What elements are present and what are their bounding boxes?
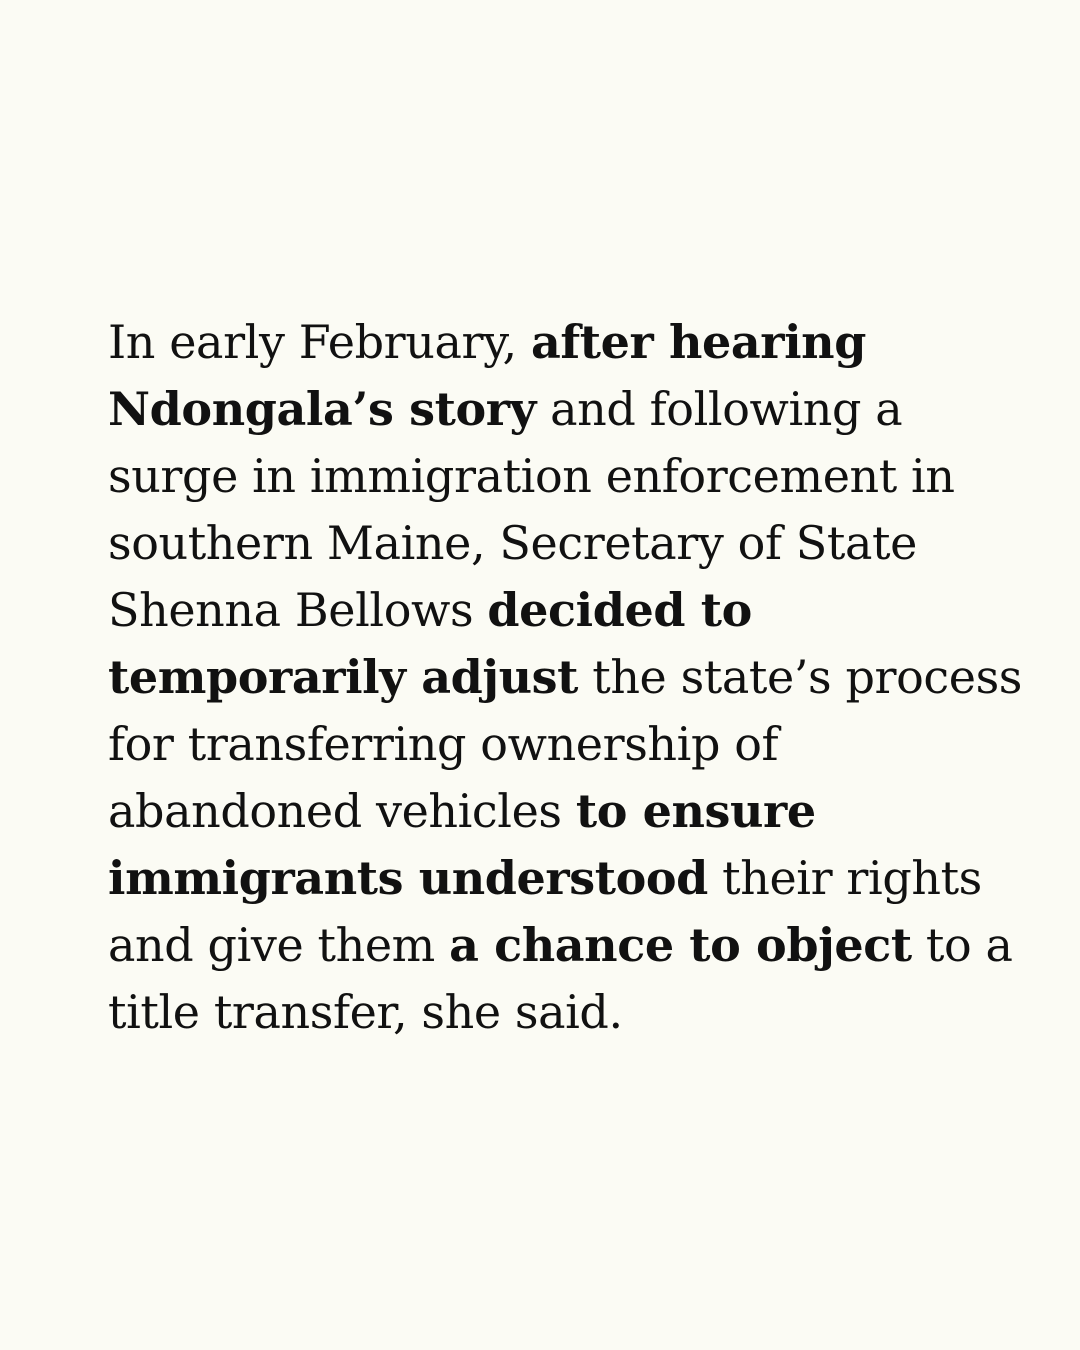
paragraph-line — [108, 577, 1008, 644]
bold-text-segment: Ndongala’s story — [108, 382, 536, 436]
bold-text-segment: after hearing — [531, 315, 866, 369]
paragraph-line — [108, 443, 1008, 510]
paragraph-line — [108, 309, 1008, 376]
text-segment: title transfer, she said. — [108, 985, 623, 1039]
bold-text-segment: temporarily adjust — [108, 650, 579, 704]
bold-text-segment: decided to — [487, 583, 752, 637]
paragraph-line — [108, 912, 1013, 979]
paragraph-line — [108, 778, 1008, 845]
text-segment: surge in immigration enforcement in — [108, 449, 955, 503]
paragraph-line — [108, 376, 1008, 443]
paragraph-line — [108, 711, 1008, 778]
text-segment: abandoned vehicles — [108, 784, 576, 838]
text-segment: and following a — [535, 382, 903, 436]
article-paragraph — [108, 309, 1022, 1046]
paragraph-line — [108, 845, 1008, 912]
text-segment: to a — [911, 918, 1013, 972]
text-segment: for transferring ownership of — [108, 717, 779, 771]
text-segment: and give them — [108, 918, 450, 972]
paragraph-line — [108, 979, 1008, 1046]
text-segment: In early February, — [108, 315, 531, 369]
paragraph-line — [108, 510, 1008, 577]
bold-text-segment: a chance to object — [449, 918, 912, 972]
text-segment: their rights — [707, 851, 982, 905]
paragraph-line — [108, 644, 1022, 711]
bold-text-segment: to ensure — [575, 784, 816, 838]
text-segment: the state’s process — [578, 650, 1022, 704]
bold-text-segment: immigrants understood — [108, 851, 708, 905]
text-segment: southern Maine, Secretary of State — [108, 516, 917, 570]
text-segment: Shenna Bellows — [108, 583, 488, 637]
